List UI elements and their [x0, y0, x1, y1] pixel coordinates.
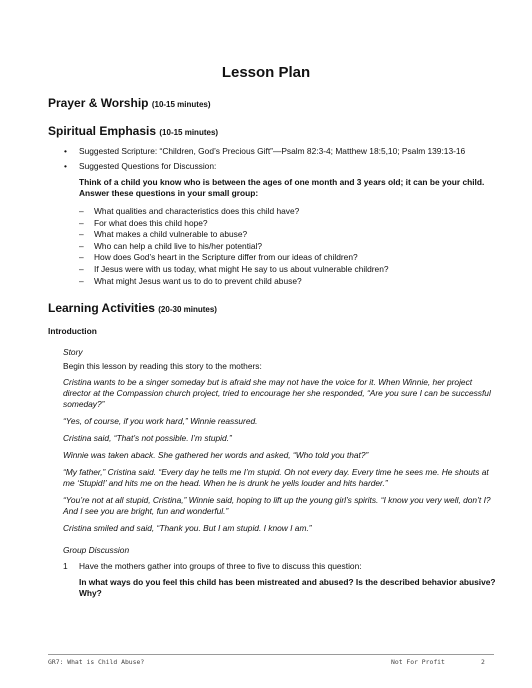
bullet-scripture: Suggested Scripture: “Children, God’s Precious Gift”—Psalm 82:3-4; Matthew 18:5,10; Psalm 139:13-16	[79, 146, 466, 156]
story-paragraph: Cristina wants to be a singer someday but is afraid she may not have the voice for it. When Winnie, her project director at the Compassion church project, tried to encourage her she responded, “Are you sure I can be successful someday?”	[63, 377, 491, 409]
dash-symbol: –	[79, 206, 84, 216]
learning-duration: (20-30 minutes)	[158, 305, 217, 314]
step-instruction: Have the mothers gather into groups of three to five to discuss this question:	[79, 561, 362, 571]
footer-not-for-profit: Not For Profit	[391, 658, 445, 666]
group-discussion-label: Group Discussion	[63, 545, 130, 555]
spiritual-heading-text: Spiritual Emphasis	[48, 124, 157, 138]
question-text: If Jesus were with us today, what might He say to us about vulnerable children?	[94, 264, 389, 274]
question-text: What qualities and characteristics does this child have?	[94, 206, 300, 216]
introduction-heading: Introduction	[48, 326, 97, 336]
story-paragraph: “Yes, of course, if you work hard,” Winnie reassured.	[63, 416, 258, 426]
footer-page-number: 2	[481, 658, 485, 666]
story-paragraph: Cristina smiled and said, “Thank you. But I am stupid. I know I am.”	[63, 523, 312, 533]
learning-heading-text: Learning Activities	[48, 301, 155, 315]
story-paragraph: Cristina said, “That’s not possible. I’m stupid.”	[63, 433, 232, 443]
question-text: Who can help a child live to his/her potential?	[94, 241, 263, 251]
prayer-heading-text: Prayer & Worship	[48, 96, 149, 110]
question-text: What makes a child vulnerable to abuse?	[94, 229, 248, 239]
learning-heading	[48, 301, 217, 315]
dash-symbol: –	[79, 229, 84, 239]
dash-symbol: –	[79, 252, 84, 262]
bullet-symbol: •	[64, 161, 67, 171]
bullet-questions-intro: Suggested Questions for Discussion:	[79, 161, 217, 171]
page-title: Lesson Plan	[221, 64, 311, 81]
dash-symbol: –	[79, 264, 84, 274]
discussion-question: In what ways do you feel this child has been mistreated and abused? Is the described behavior abusive? Why?	[79, 577, 496, 598]
spiritual-duration: (10-15 minutes)	[159, 128, 219, 137]
story-paragraph: “My father,” Cristina said. “Every day he tells me I’m stupid. Oh not every day. Every time he sees me. He shouts at me ‘Stupid!’ and hits me on the head. When he is drunk he yells louder and hits harder.”	[63, 467, 489, 488]
dash-symbol: –	[79, 241, 84, 251]
step-number: 1	[63, 561, 68, 571]
story-label: Story	[63, 347, 83, 357]
question-text: What might Jesus want us to do to prevent child abuse?	[94, 276, 302, 286]
question-text: How does God’s heart in the Scripture differ from our ideas of children?	[94, 252, 358, 262]
dash-symbol: –	[79, 276, 84, 286]
spiritual-heading	[48, 124, 218, 138]
prayer-duration: (10-15 minutes)	[151, 100, 211, 109]
story-paragraph: “You’re not at all stupid, Cristina,” Winnie said, hoping to lift up the young girl’s spirits. “I know you very well, don’t I? And I see you are bright, fun and wonderful.”	[63, 495, 491, 516]
question-text: For what does this child hope?	[94, 218, 208, 228]
footer-lesson-title: GR7: What is Child Abuse?	[48, 658, 145, 666]
footer-divider	[48, 654, 494, 655]
story-instruction: Begin this lesson by reading this story to the mothers:	[63, 361, 262, 371]
bullet-symbol: •	[64, 146, 67, 156]
dash-symbol: –	[79, 218, 84, 228]
prayer-heading	[48, 96, 211, 110]
discussion-prompt: Think of a child you know who is between the ages of one month and 3 years old; it can be your child. Answer these questions in your small group:	[79, 177, 485, 198]
story-paragraph: Winnie was taken aback. She gathered her words and asked, “Who told you that?”	[63, 450, 369, 460]
